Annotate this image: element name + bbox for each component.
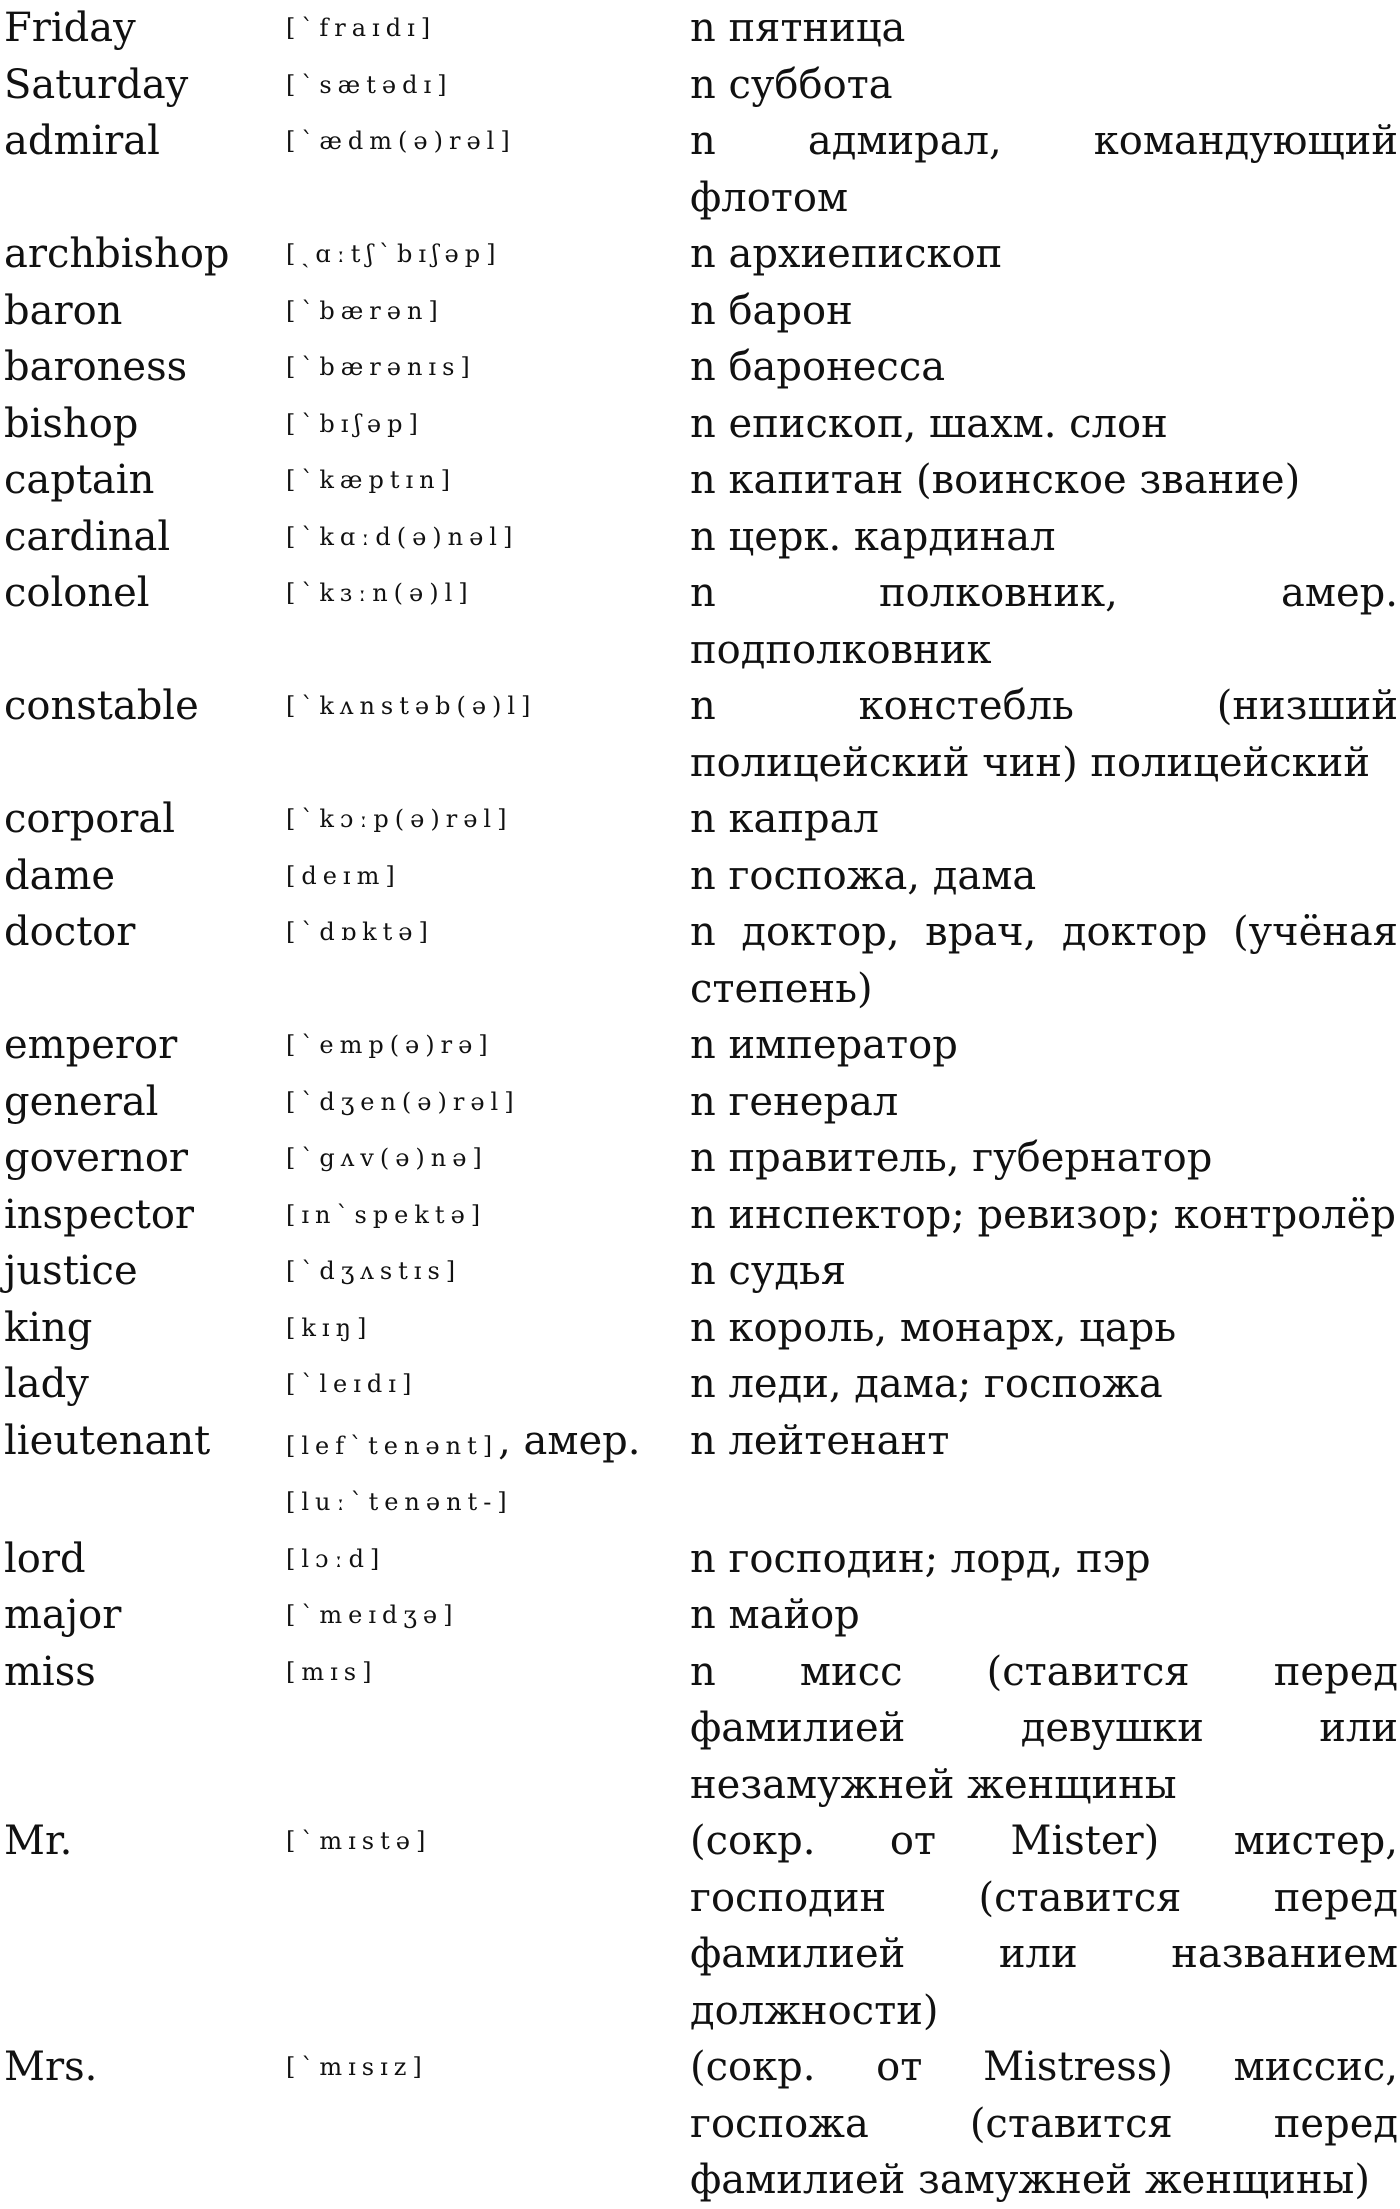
dictionary-entry xyxy=(0,0,1400,57)
entry-translation: n мисс (ставится перед фамилией девушки или незамужней женщины xyxy=(690,1648,1398,1808)
entry-translation: n майор xyxy=(690,1592,860,1638)
pronunciation-text: [`sætədɪ] xyxy=(286,70,453,99)
dictionary-entry xyxy=(0,1017,1400,1074)
pronunciation-line xyxy=(286,0,690,57)
entry-translation: n констебль (низший полицейский чин) полицейский xyxy=(690,683,1398,786)
entry-pronunciation xyxy=(286,848,690,905)
entry-word: Friday xyxy=(4,5,136,51)
pronunciation-line xyxy=(286,1074,690,1131)
pronunciation-line xyxy=(286,1587,690,1644)
pronunciation-text: [deɪm] xyxy=(286,861,401,890)
entry-translation: n капрал xyxy=(690,796,879,842)
entry-word: constable xyxy=(4,683,199,729)
entry-pronunciation xyxy=(286,1300,690,1357)
dictionary-entry xyxy=(0,57,1400,114)
pronunciation-text: [`ædm(ə)rəl] xyxy=(286,127,516,155)
pronunciation-text: [`fraɪdɪ] xyxy=(286,14,437,42)
pronunciation-line xyxy=(286,452,690,509)
pronunciation-text: [`mɪsɪz] xyxy=(286,2053,428,2081)
pronunciation-text: [`dʒen(ə)rəl] xyxy=(286,1087,520,1116)
entry-word: archbishop xyxy=(4,231,230,277)
entry-word: lord xyxy=(4,1535,86,1582)
dictionary-entry xyxy=(0,1413,1400,1531)
entry-translation: n суббота xyxy=(690,61,893,108)
entry-translation: n баронесса xyxy=(690,344,946,390)
dictionary-entry xyxy=(0,1243,1400,1300)
pronunciation-line xyxy=(286,565,690,622)
entry-pronunciation xyxy=(286,283,690,340)
entry-translation: n леди, дама; госпожа xyxy=(690,1361,1163,1407)
entry-word: lieutenant xyxy=(4,1417,211,1464)
pronunciation-text: [lef`tenənt] xyxy=(286,1431,499,1460)
entry-word: dame xyxy=(4,852,116,899)
dictionary-entry xyxy=(0,1074,1400,1131)
pronunciation-text: [mɪs] xyxy=(286,1657,378,1686)
pronunciation-text: [lɔːd] xyxy=(286,1544,386,1573)
entry-pronunciation xyxy=(286,1130,690,1187)
entry-pronunciation xyxy=(286,1243,690,1300)
pronunciation-line xyxy=(286,1813,690,1870)
dictionary-entry xyxy=(0,2039,1400,2209)
pronunciation-text: [`dʒʌstɪs] xyxy=(286,1257,462,1285)
entry-word: general xyxy=(4,1078,159,1125)
pronunciation-text: [kɪŋ] xyxy=(286,1313,373,1342)
entry-pronunciation xyxy=(286,1587,690,1644)
entry-word: inspector xyxy=(4,1191,195,1238)
entry-pronunciation xyxy=(286,1187,690,1244)
entry-translation: n госпожа, дама xyxy=(690,852,1037,899)
entry-pronunciation xyxy=(286,396,690,453)
dictionary-entry xyxy=(0,1356,1400,1413)
pronunciation-text: [`kɑːd(ə)nəl] xyxy=(286,522,519,551)
pronunciation-text: [`kʌnstəb(ə)l] xyxy=(286,692,537,720)
dictionary-entry xyxy=(0,452,1400,509)
dictionary-entry xyxy=(0,509,1400,566)
entry-pronunciation xyxy=(286,1356,690,1413)
pronunciation-line xyxy=(286,1356,690,1413)
entry-translation: n император xyxy=(690,1022,958,1068)
entry-pronunciation xyxy=(286,452,690,509)
dictionary-entry xyxy=(0,1130,1400,1187)
dictionary-entry xyxy=(0,226,1400,283)
entry-word: Saturday xyxy=(4,61,189,108)
dictionary-entry xyxy=(0,1813,1400,2039)
pronunciation-text: [`bærən] xyxy=(286,296,444,325)
entry-pronunciation xyxy=(286,904,690,961)
entry-translation: n правитель, губернатор xyxy=(690,1135,1213,1181)
entry-pronunciation xyxy=(286,1813,690,1870)
entry-translation: (сокр. от Mistress) миссис, госпожа (ставится перед фамилией замужней женщины) xyxy=(690,2044,1398,2203)
entry-word: baroness xyxy=(4,344,188,390)
entry-translation: n господин; лорд, пэр xyxy=(690,1535,1151,1582)
entry-word: cardinal xyxy=(4,513,171,560)
pronunciation-line xyxy=(286,791,690,848)
entry-translation: n архиепископ xyxy=(690,231,1003,277)
pronunciation-line xyxy=(286,1531,690,1588)
dictionary-entry xyxy=(0,113,1400,226)
entry-translation: n король, монарх, царь xyxy=(690,1304,1177,1351)
pronunciation-text: [`meɪdʒə] xyxy=(286,1601,459,1629)
entry-word: Mr. xyxy=(4,1818,73,1864)
entry-pronunciation xyxy=(286,57,690,114)
entry-translation: n полковник, амер. подполковник xyxy=(690,570,1398,673)
entry-word: admiral xyxy=(4,118,160,164)
entry-translation: n епископ, шахм. слон xyxy=(690,400,1168,447)
pronunciation-line xyxy=(286,2039,690,2096)
entry-translation: n капитан (воинское звание) xyxy=(690,457,1301,503)
pronunciation-line xyxy=(286,1300,690,1357)
entry-pronunciation xyxy=(286,226,690,283)
entry-translation: n генерал xyxy=(690,1078,899,1125)
pronunciation-text: [ɪn`spektə] xyxy=(286,1200,487,1229)
entry-pronunciation xyxy=(286,1531,690,1588)
dictionary-entry xyxy=(0,904,1400,1017)
entry-translation: n адмирал, командующий флотом xyxy=(690,118,1398,221)
pronunciation-line xyxy=(286,113,690,170)
pronunciation-line xyxy=(286,396,690,453)
pronunciation-text: [`kæptɪn] xyxy=(286,466,456,494)
dictionary-entry xyxy=(0,1187,1400,1244)
pronunciation-text: [`leɪdɪ] xyxy=(286,1370,418,1398)
entry-translation: n церк. кардинал xyxy=(690,513,1056,560)
pronunciation-line xyxy=(286,509,690,566)
entry-pronunciation xyxy=(286,2039,690,2096)
pronunciation-line xyxy=(286,1130,690,1187)
entry-word: Mrs. xyxy=(4,2044,98,2090)
dictionary-entry xyxy=(0,339,1400,396)
entry-translation: n инспектор; ревизор; контролёр xyxy=(690,1191,1396,1238)
dictionary-entry xyxy=(0,1587,1400,1644)
dictionary-entry xyxy=(0,1531,1400,1588)
entry-pronunciation xyxy=(286,565,690,622)
entry-word: justice xyxy=(4,1248,138,1294)
entry-translation: n лейтенант xyxy=(690,1417,950,1464)
dictionary-entry xyxy=(0,283,1400,340)
entry-translation: n судья xyxy=(690,1248,847,1294)
pronunciation-text: [`gʌv(ə)nə] xyxy=(286,1144,488,1172)
dictionary-entry xyxy=(0,1300,1400,1357)
entry-word: lady xyxy=(4,1361,89,1407)
entry-pronunciation xyxy=(286,339,690,396)
entry-word: governor xyxy=(4,1135,189,1181)
entry-word: major xyxy=(4,1592,122,1638)
entry-word: colonel xyxy=(4,570,150,616)
dictionary-entry xyxy=(0,791,1400,848)
entry-word: bishop xyxy=(4,400,139,447)
pronunciation-line xyxy=(286,848,690,905)
pronunciation-text: [ˏɑːtʃ`bɪʃəp] xyxy=(286,240,502,268)
entry-translation: (сокр. от Mister) мистер, господин (ставится перед фамилией или названием должности) xyxy=(690,1818,1398,2034)
entry-translation: n барон xyxy=(690,287,853,334)
entry-word: king xyxy=(4,1304,93,1351)
entry-word: baron xyxy=(4,287,123,334)
dictionary-entry xyxy=(0,848,1400,905)
entry-pronunciation xyxy=(286,791,690,848)
pronunciation-line xyxy=(286,339,690,396)
pronunciation-line xyxy=(286,283,690,340)
pronunciation-text: [`bærənɪs] xyxy=(286,353,476,381)
pronunciation-line xyxy=(286,57,690,114)
dictionary-entry xyxy=(0,678,1400,791)
pronunciation-line xyxy=(286,678,690,735)
pronunciation-alt: [luː`tenənt-] xyxy=(286,1488,513,1516)
entry-word: corporal xyxy=(4,796,176,842)
entry-pronunciation xyxy=(286,678,690,735)
pronunciation-line xyxy=(286,1187,690,1244)
pronunciation-text: [`mɪstə] xyxy=(286,1827,432,1855)
pronunciation-text: [`bɪʃəp] xyxy=(286,409,424,438)
dictionary-entry xyxy=(0,1644,1400,1814)
entry-pronunciation xyxy=(286,113,690,170)
pronunciation-line xyxy=(286,904,690,961)
pronunciation-line xyxy=(286,1644,690,1701)
entry-pronunciation xyxy=(286,0,690,57)
pronunciation-line xyxy=(286,1243,690,1300)
pronunciation-text: [`kɜːn(ə)l] xyxy=(286,579,474,607)
entry-pronunciation xyxy=(286,1413,690,1531)
pronunciation-text: [`kɔːp(ə)rəl] xyxy=(286,805,513,833)
entry-pronunciation xyxy=(286,1074,690,1131)
entry-word: miss xyxy=(4,1648,96,1695)
entry-pronunciation xyxy=(286,1017,690,1074)
entry-pronunciation xyxy=(286,509,690,566)
pronunciation-line xyxy=(286,1017,690,1074)
dictionary-entry xyxy=(0,565,1400,678)
entry-translation: n пятница xyxy=(690,5,906,51)
pronunciation-line xyxy=(286,1413,690,1475)
entry-word: emperor xyxy=(4,1022,178,1068)
pronunciation-text: [`dɒktə] xyxy=(286,918,434,946)
pronunciation-line xyxy=(286,226,690,283)
dictionary-entry xyxy=(0,396,1400,453)
entry-word: doctor xyxy=(4,909,136,955)
pronunciation-note: , амер. xyxy=(498,1417,641,1464)
pronunciation-text: [`emp(ə)rə] xyxy=(286,1031,494,1059)
entry-pronunciation xyxy=(286,1644,690,1701)
entry-word: captain xyxy=(4,457,155,503)
entry-translation: n доктор, врач, доктор (учёная степень) xyxy=(690,909,1398,1012)
